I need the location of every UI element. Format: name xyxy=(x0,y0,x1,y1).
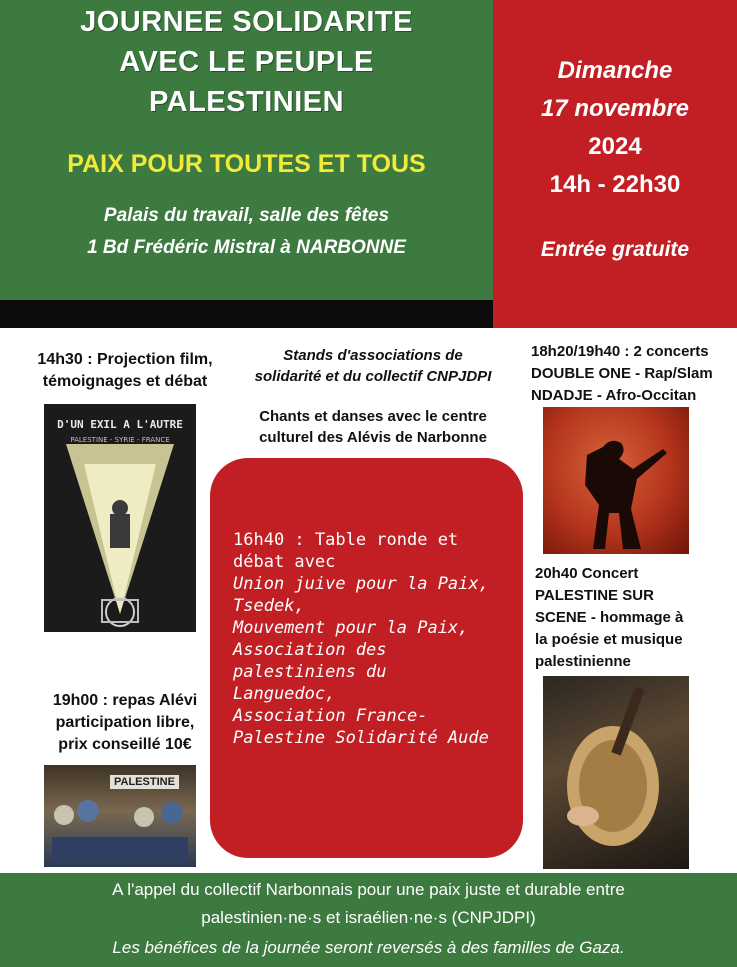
title-line-2: AVEC LE PEUPLE xyxy=(119,46,374,78)
concert2-line-5: palestinienne xyxy=(535,653,631,670)
footer-benefits: Les bénéfices de la journée seront reversés à des familles de Gaza. xyxy=(112,938,625,957)
participant-2: Tsedek, xyxy=(233,596,305,616)
date-date: 17 novembre xyxy=(540,95,690,122)
admission-text: Entrée gratuite xyxy=(540,238,690,261)
market-photo xyxy=(44,765,196,867)
date-day: Dimanche xyxy=(557,57,673,84)
round-table-intro-1: 16h40 : Table ronde et xyxy=(233,530,459,550)
concerts-info xyxy=(531,341,735,407)
footer-line-1: A l'appel du collectif Narbonnais pour une paix juste et durable entre xyxy=(112,880,625,899)
film-line-1: 14h30 : Projection film, xyxy=(37,351,213,368)
header-black-band xyxy=(0,300,493,328)
concert2-line-3: SCENE - hommage à xyxy=(535,609,684,626)
round-table-text xyxy=(233,529,513,749)
date-year: 2024 xyxy=(588,133,642,160)
date-hours: 14h - 22h30 xyxy=(549,171,681,198)
chants-line-1: Chants et danses avec le centre xyxy=(259,408,487,425)
meal-line-3: prix conseillé 10€ xyxy=(58,736,192,753)
participant-6: Languedoc, xyxy=(233,684,336,704)
poster-subtitle: PALESTINE - SYRIE - FRANCE xyxy=(70,436,170,444)
market-sign: PALESTINE xyxy=(110,775,179,789)
participant-8: Palestine Solidarité Aude xyxy=(233,728,489,748)
film-schedule xyxy=(30,349,220,393)
round-table-intro-2: débat avec xyxy=(233,552,336,572)
concert2-line-4: la poésie et musique xyxy=(535,631,683,648)
participant-5: palestiniens du xyxy=(233,662,387,682)
stands-line-2: solidarité et du collectif CNPJDPI xyxy=(254,368,492,385)
footer-line-2: palestinien·ne·s et israélien·ne·s (CNPJDPI) xyxy=(201,908,536,927)
concerts-line-3: NDADJE - Afro-Occitan xyxy=(531,387,697,404)
participant-4: Association des xyxy=(233,640,387,660)
oud-art xyxy=(543,676,689,869)
participant-7: Association France- xyxy=(233,706,428,726)
film-line-2: témoignages et débat xyxy=(42,373,208,390)
poster-title: D'UN EXIL A L'AUTRE xyxy=(57,418,183,431)
meal-info xyxy=(30,690,220,756)
concert2-info xyxy=(535,563,735,673)
concerts-line-2: DOUBLE ONE - Rap/Slam xyxy=(531,365,713,382)
venue-line-2: 1 Bd Frédéric Mistral à NARBONNE xyxy=(87,237,406,258)
dancer-photo xyxy=(543,407,689,554)
concerts-line-1: 18h20/19h40 : 2 concerts xyxy=(531,343,709,360)
dancer-silhouette xyxy=(543,407,689,554)
concert2-line-2: PALESTINE SUR xyxy=(535,587,654,604)
venue-line-1: Palais du travail, salle des fêtes xyxy=(103,205,390,226)
title-line-3: PALESTINIEN xyxy=(148,86,345,118)
film-poster-image xyxy=(44,404,196,632)
tagline: PAIX POUR TOUTES ET TOUS xyxy=(67,150,426,178)
meal-line-1: 19h00 : repas Alévi xyxy=(52,692,198,709)
participant-1: Union juive pour la Paix, xyxy=(233,574,489,594)
chants-info xyxy=(232,406,514,448)
participant-3: Mouvement pour la Paix, xyxy=(233,618,469,638)
title-line-1: JOURNEE SOLIDARITE xyxy=(80,6,413,38)
chants-line-2: culturel des Alévis de Narbonne xyxy=(259,429,487,446)
stands-line-1: Stands d'associations de xyxy=(283,347,463,364)
stands-info xyxy=(232,345,514,387)
oud-player-photo xyxy=(543,676,689,869)
date-red-panel xyxy=(493,0,737,328)
concert2-line-1: 20h40 Concert xyxy=(535,565,639,582)
meal-line-2: participation libre, xyxy=(55,714,195,731)
